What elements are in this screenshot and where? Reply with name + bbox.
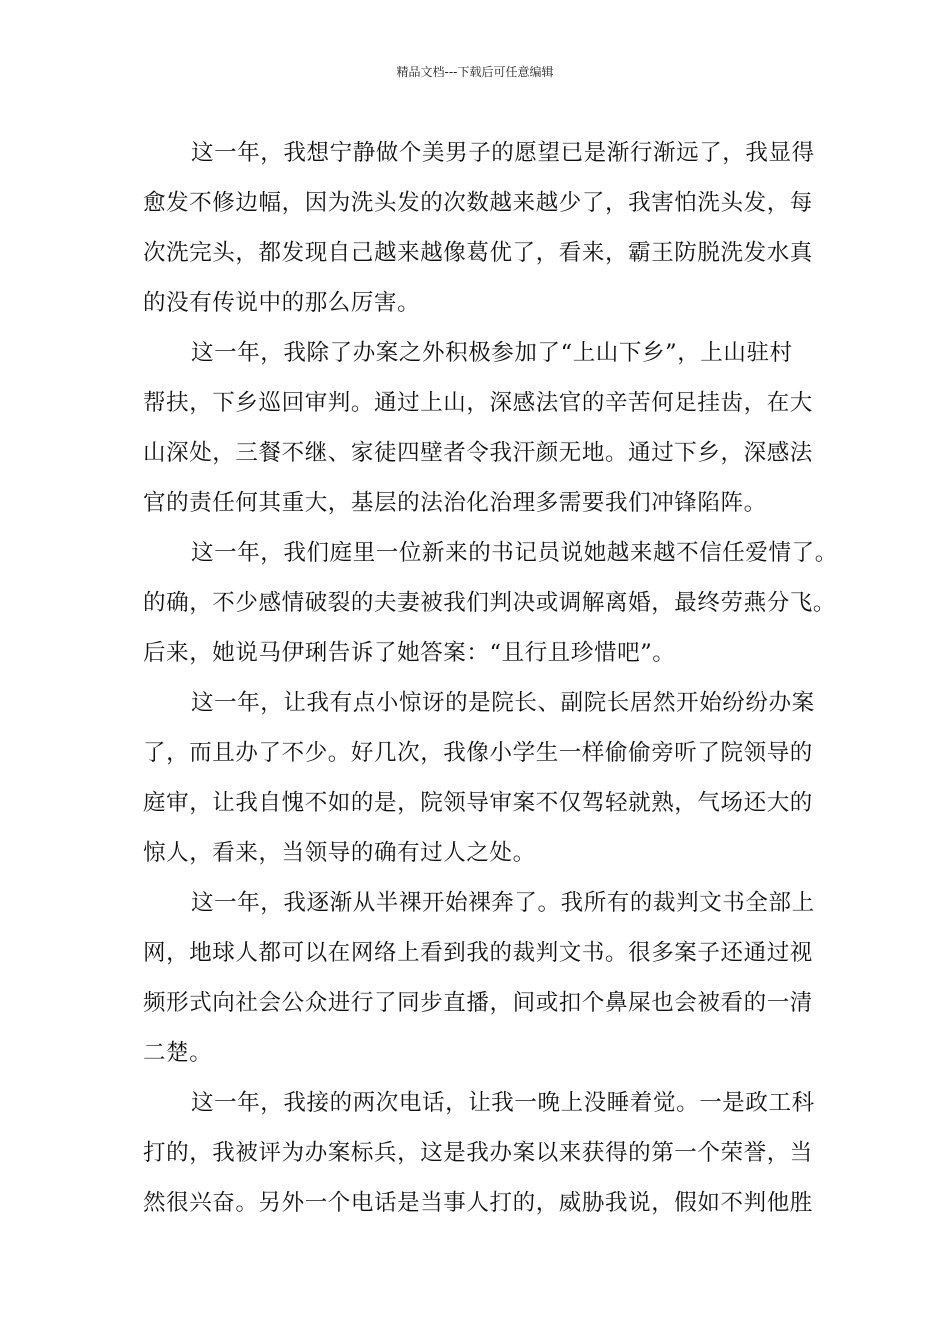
text-line: 惊人，看来，当领导的确有过人之处。 xyxy=(143,840,536,866)
text-line: 这一年，让我有点小惊讶的是院长、副院长居然开始纷纷办案 xyxy=(191,690,815,716)
paragraph xyxy=(143,1078,815,1228)
paragraph xyxy=(143,128,815,328)
paragraph xyxy=(143,678,815,878)
text-line: 山深处，三餐不继、家徒四壁者令我汗颜无地。通过下乡，深感法 xyxy=(143,440,813,466)
paragraph xyxy=(143,878,815,1078)
text-line: 愈发不修边幅，因为洗头发的次数越来越少了，我害怕洗头发，每 xyxy=(143,190,813,216)
text-line: 然很兴奋。另外一个电话是当事人打的，威胁我说，假如不判他胜 xyxy=(143,1190,813,1216)
text-line: 次洗完头，都发现自己越来越像葛优了，看来，霸王防脱洗发水真 xyxy=(143,240,813,266)
text-line: 这一年，我想宁静做个美男子的愿望已是渐行渐远了，我显得 xyxy=(191,140,815,166)
text-line: 了，而且办了不少。好几次，我像小学生一样偷偷旁听了院领导的 xyxy=(143,740,813,766)
text-line: 庭审，让我自愧不如的是，院领导审案不仅驾轻就熟，气场还大的 xyxy=(143,790,813,816)
text-line: 帮扶，下乡巡回审判。通过上山，深感法官的辛苦何足挂齿，在大 xyxy=(143,390,813,416)
page-header: 精品文档---下载后可任意编辑 xyxy=(396,65,554,79)
text-line: 二楚。 xyxy=(143,1040,213,1066)
text-line: 这一年，我逐渐从半裸开始裸奔了。我所有的裁判文书全部上 xyxy=(191,890,815,916)
text-line: 这一年，我除了办案之外积极参加了“上山下乡”，上山驻村 xyxy=(191,340,793,366)
text-line: 打的，我被评为办案标兵，这是我办案以来获得的第一个荣誉，当 xyxy=(143,1140,813,1166)
paragraph xyxy=(143,528,838,678)
text-line: 官的责任何其重大，基层的法治化治理多需要我们冲锋陷阵。 xyxy=(143,490,767,516)
text-line: 这一年，我们庭里一位新来的书记员说她越来越不信任爱情了。 xyxy=(191,540,838,566)
paragraph xyxy=(143,328,813,528)
text-line: 网，地球人都可以在网络上看到我的裁判文书。很多案子还通过视 xyxy=(143,940,813,966)
text-line: 的没有传说中的那么厉害。 xyxy=(143,290,421,316)
text-line: 的确，不少感情破裂的夫妻被我们判决或调解离婚，最终劳燕分飞。 xyxy=(143,590,837,616)
text-line: 后来，她说马伊琍告诉了她答案：“且行且珍惜吧”。 xyxy=(143,640,676,666)
document-body xyxy=(143,128,838,1228)
text-line: 频形式向社会公众进行了同步直播，间或扣个鼻屎也会被看的一清 xyxy=(143,990,813,1016)
text-line: 这一年，我接的两次电话，让我一晚上没睡着觉。一是政工科 xyxy=(191,1090,815,1116)
